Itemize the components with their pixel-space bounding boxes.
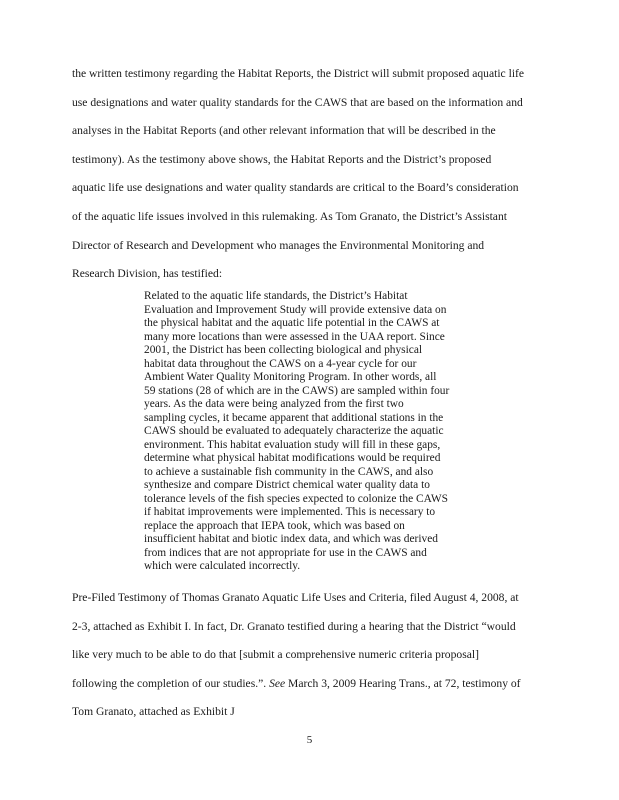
quote-line: the physical habitat and the aquatic life potential in the CAWS at bbox=[144, 317, 440, 329]
testimony-block-quote bbox=[144, 290, 480, 574]
quote-line: if habitat improvements were implemented. This is necessary to bbox=[144, 506, 436, 518]
quote-line: synthesize and compare District chemical water quality data to bbox=[144, 479, 430, 491]
text-line: analyses in the Habitat Reports (and other relevant information that will be described in the bbox=[72, 124, 496, 138]
text-line: like very much to be able to do that [submit a comprehensive numeric criteria proposal] bbox=[72, 648, 479, 662]
quote-line: CAWS should be evaluated to adequately characterize the aquatic bbox=[144, 425, 444, 437]
quote-line: from indices that are not appropriate for use in the CAWS and bbox=[144, 546, 427, 559]
text-line: aquatic life use designations and water quality standards are critical to the Board’s consideration bbox=[72, 181, 519, 195]
text-line: Pre-Filed Testimony of Thomas Granato Aquatic Life Uses and Criteria, filed August 4, 2008, at bbox=[72, 591, 519, 604]
quote-line: 2001, the District has been collecting biological and physical bbox=[144, 344, 423, 356]
quote-line: years. As the data were being analyzed from the first two bbox=[144, 398, 404, 410]
text-fragment: March 3, 2009 Hearing Trans., at 72, testimony of bbox=[285, 676, 521, 690]
text-fragment: following the completion of our studies.”. bbox=[72, 676, 270, 690]
quote-line: many more locations than were assessed in the UAA report. Since bbox=[144, 330, 445, 343]
text-line: 2-3, attached as Exhibit I. In fact, Dr. Granato testified during a hearing that the District “would bbox=[72, 619, 516, 633]
quote-line: to achieve a sustainable fish community in the CAWS, and also bbox=[144, 465, 434, 478]
quote-line: which were calculated incorrectly. bbox=[144, 560, 301, 572]
quote-line: Evaluation and Improvement Study will provide extensive data on bbox=[144, 303, 447, 316]
quote-line: sampling cycles, it became apparent that additional stations in the bbox=[144, 411, 444, 424]
quote-line: 59 stations (28 of which are in the CAWS) are sampled within four bbox=[144, 384, 450, 397]
text-line: Director of Research and Development who manages the Environmental Monitoring and bbox=[72, 238, 485, 252]
text-line: Tom Granato, attached as Exhibit J bbox=[72, 705, 235, 719]
text-line bbox=[72, 670, 552, 699]
body-paragraph-bottom bbox=[72, 584, 552, 727]
text-line: of the aquatic life issues involved in this rulemaking. As Tom Granato, the District’s Assistant bbox=[72, 209, 507, 223]
quote-line: determine what physical habitat modifications would be required bbox=[144, 452, 441, 464]
citation-signal: See bbox=[269, 676, 286, 690]
quote-line: insufficient habitat and biotic index data, and which was derived bbox=[144, 533, 438, 545]
body-paragraph-top bbox=[72, 60, 552, 289]
quote-line: habitat data throughout the CAWS on a 4-year cycle for our bbox=[144, 357, 417, 370]
text-line: Research Division, has testified: bbox=[72, 267, 223, 281]
text-line: testimony). As the testimony above shows, the Habitat Reports and the District’s proposed bbox=[72, 152, 492, 166]
quote-line: Related to the aquatic life standards, the District’s Habitat bbox=[144, 290, 408, 302]
page-number: 5 bbox=[306, 734, 313, 746]
text-line: use designations and water quality standards for the CAWS that are based on the information and bbox=[72, 95, 523, 109]
text-line: the written testimony regarding the Habitat Reports, the District will submit proposed aquatic life bbox=[72, 67, 525, 80]
quote-line: replace the approach that IEPA took, which was based on bbox=[144, 519, 405, 532]
quote-line: tolerance levels of the fish species expected to colonize the CAWS bbox=[144, 492, 448, 505]
quote-line: environment. This habitat evaluation study will fill in these gaps, bbox=[144, 438, 441, 451]
quote-line: Ambient Water Quality Monitoring Program. In other words, all bbox=[144, 371, 437, 383]
